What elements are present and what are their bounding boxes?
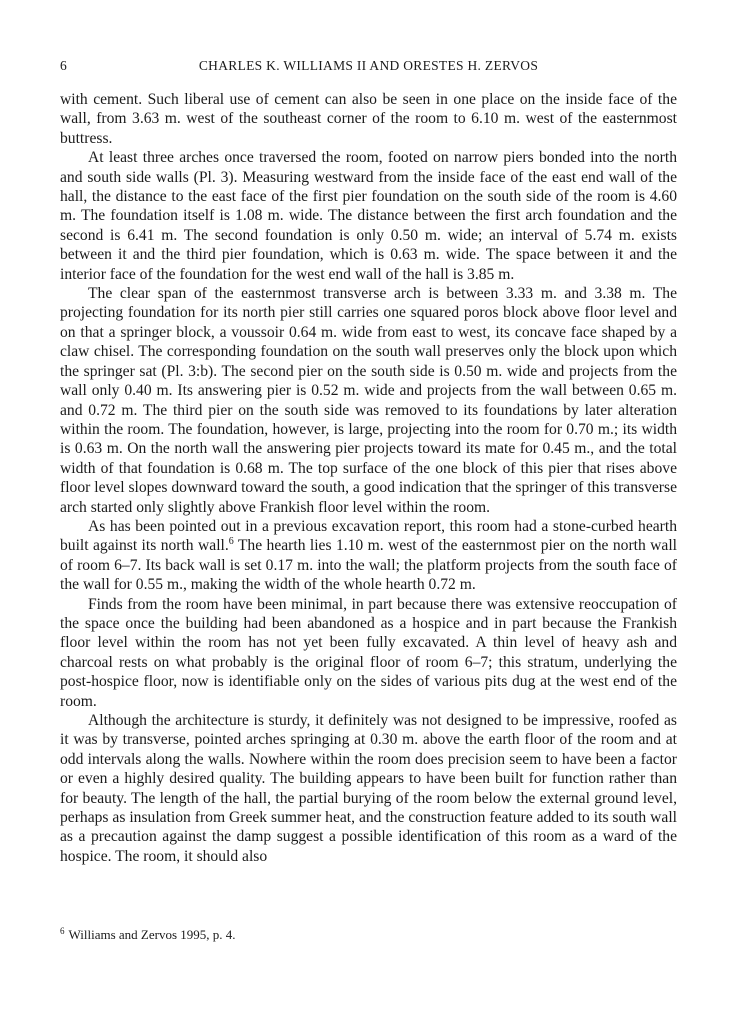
footnote-text: Williams and Zervos 1995, p. 4. [68, 927, 236, 942]
paragraph-4 [60, 517, 677, 595]
page-number: 6 [60, 58, 68, 73]
running-head [60, 58, 677, 80]
paragraph-4-text-a: As has been pointed out in a previous excavation report, this room had a stone-curbed hearth built against its north wall. [60, 517, 677, 555]
paragraph-2: At least three arches once traversed the room, footed on narrow piers bonded into the north and south side walls (Pl. 3). Measuring westward from the inside face of the east end wall of the hall, the distance to the east face of the first pier foundation on the south side of the room is 4.60 m. The foundation itself is 1.08 m. wide. The distance between the first arch foundation and the second is 6.41 m. The second foundation is only 0.50 m. wide; an interval of 5.74 m. exists between it and the third pier foundation, which is 0.63 m. wide. The space between it and the interior face of the foundation for the west end wall of the hall is 3.85 m. [60, 149, 677, 283]
footnote-number: 6 [60, 926, 65, 936]
paragraph-1: with cement. Such liberal use of cement can also be seen in one place on the inside face of the wall, from 3.63 m. west of the southeast corner of the room to 6.10 m. west of the easternmost buttress. [60, 91, 677, 147]
paragraph-4-text-b: The hearth lies 1.10 m. west of the easternmost pier on the north wall of room 6–7. Its back wall is set 0.17 m. into the wall; the platform projects from the south face of the wall for 0.55 m., making the width of the whole hearth 0.72 m. [60, 537, 678, 594]
paragraph-6: Although the architecture is sturdy, it definitely was not designed to be impressive, roofed as it was by transverse, pointed arches springing at 0.30 m. above the earth floor of the room and at odd intervals along the walls. Nowhere within the room does precision seem to have been a factor or even a highly desired quality. The building appears to have been built for function rather than for beauty. The length of the hall, the partial burying of the room below the external ground level, perhaps as insulation from Greek summer heat, and the construction feature added to its south wall as a precaution against the damp suggest a possible identification of this room as a ward of the hospice. The room, it should also [60, 712, 677, 865]
body-text [60, 90, 677, 866]
paragraph-5: Finds from the room have been minimal, in part because there was extensive reoccupation of the space once the building had been abandoned as a hospice and in part because the Frankish floor level within the room has not yet been fully excavated. A thin level of heavy ash and charcoal rests on what probably is the original floor of room 6–7; this stratum, underlying the post-hospice floor, now is identifiable only on the sides of various pits dug at the west end of the room. [60, 595, 677, 710]
running-title: CHARLES K. WILLIAMS II AND ORESTES H. ZERVOS [198, 58, 539, 73]
footnote-reference[interactable]: 6 [228, 536, 234, 548]
page [60, 58, 677, 866]
footnote [60, 927, 236, 943]
paragraph-3: The clear span of the easternmost transverse arch is between 3.33 m. and 3.38 m. The projecting foundation for its north pier still carries one squared poros block above floor level and on that a springer block, a voussoir 0.64 m. wide from east to west, its concave face shaped by a claw chisel. The corresponding foundation on the south wall preserves only the block upon which the springer sat (Pl. 3:b). The second pier on the south side is 0.50 m. wide and projects from the wall only 0.40 m. Its answering pier is 0.52 m. wide and projects from the wall between 0.65 m. and 0.72 m. The third pier on the south side was removed to its foundations by later alteration within the room. The foundation, however, is large, projecting into the room for 0.70 m.; its width is 0.63 m. On the north wall the answering pier projects toward its mate for 0.45 m., and the total width of that foundation is 0.68 m. The top surface of the one block of this pier that rises above floor level slopes downward toward the south, a good indication that the springer of this transverse arch started only slightly above Frankish floor level within the room. [60, 285, 677, 516]
